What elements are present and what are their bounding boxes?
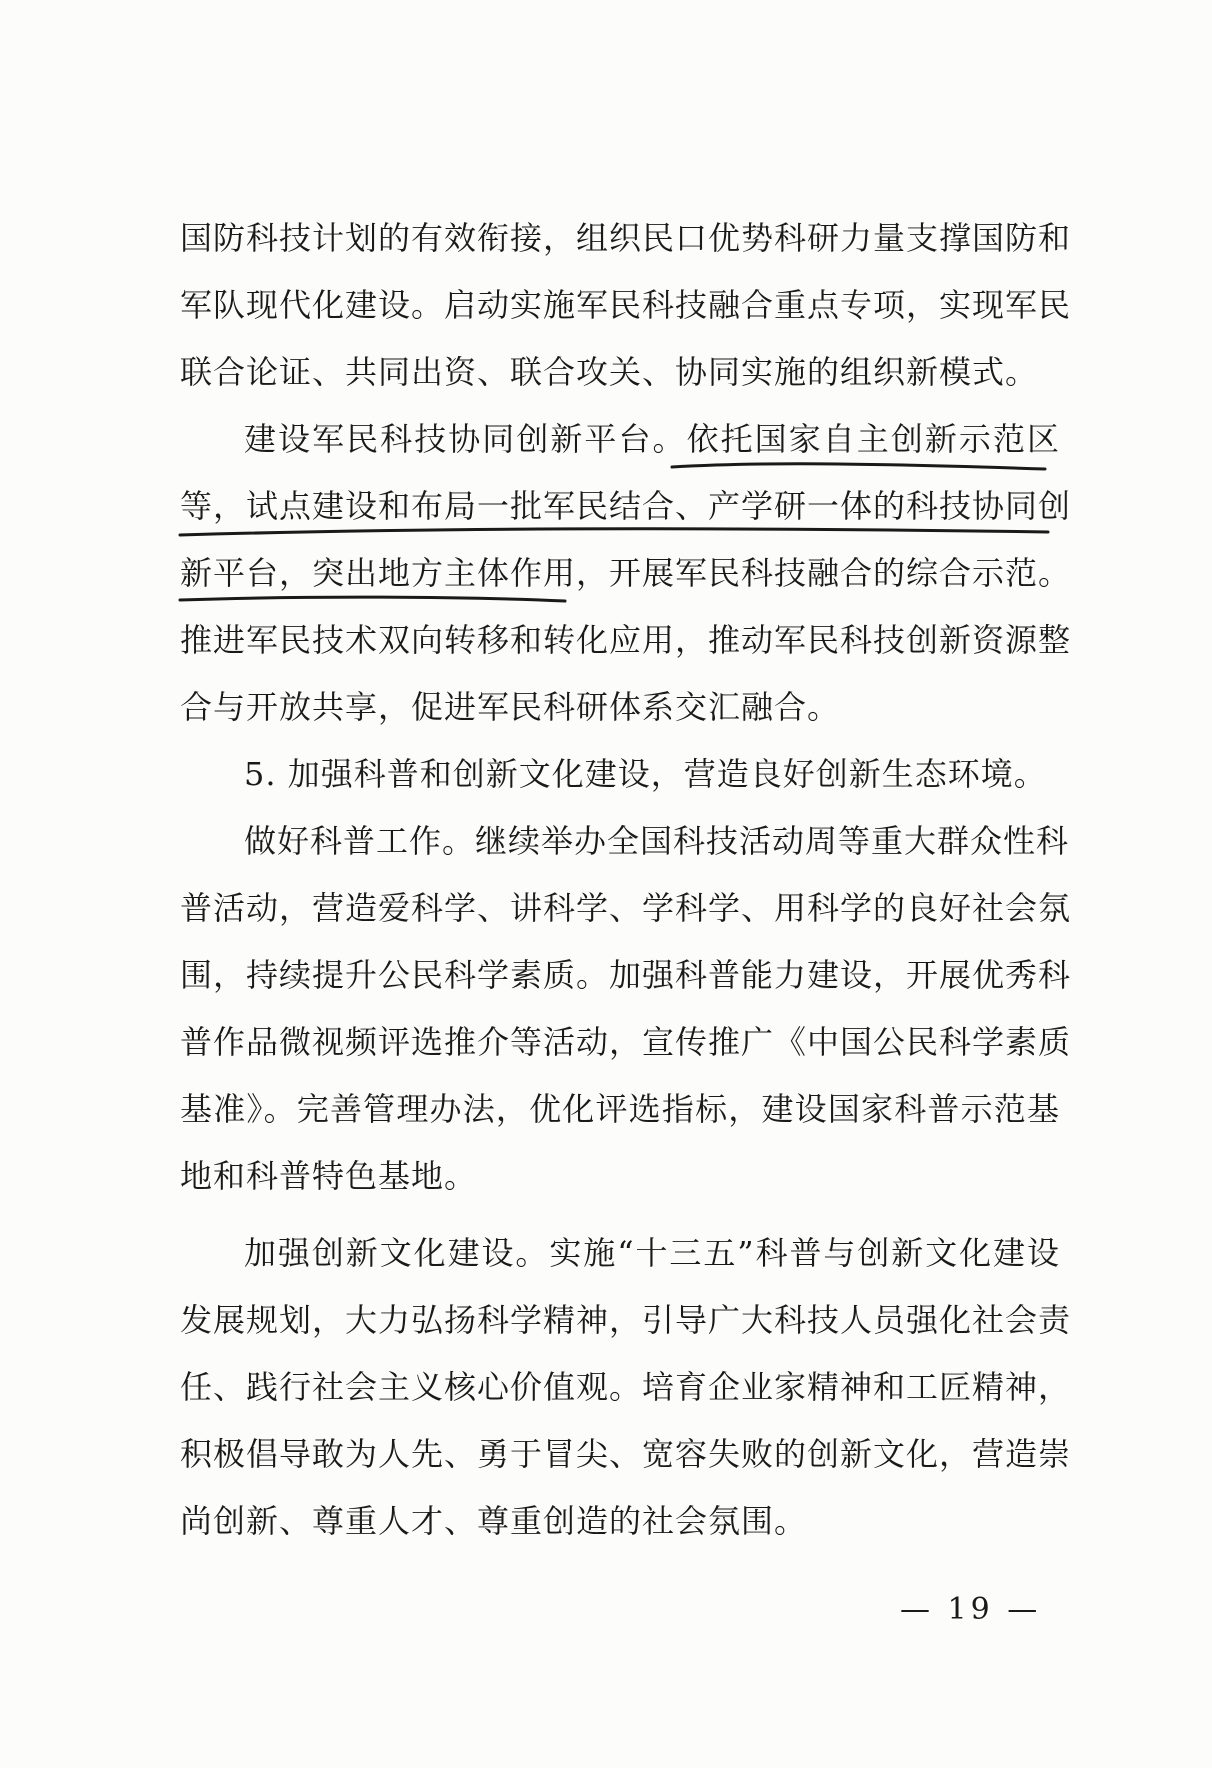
page-number: — 19 — bbox=[900, 1592, 1042, 1627]
paragraph-4-line-6: 地和科普特色基地。 bbox=[180, 1157, 478, 1195]
underlined-text-1: 依托国家自主创新示范区 bbox=[686, 420, 1060, 458]
paragraph-4 bbox=[180, 808, 1072, 1210]
section-heading-5: 5. 加强科普和创新文化建设，营造良好创新生态环境。 bbox=[244, 755, 1047, 793]
paragraph-1-line-3: 联合论证、共同出资、联合攻关、协同实施的组织新模式。 bbox=[180, 353, 1039, 391]
paragraph-spacer bbox=[180, 1210, 1060, 1220]
paragraph-4-line-5: 基准》。完善管理办法，优化评选指标，建设国家科普示范基 bbox=[180, 1090, 1060, 1128]
paragraph-4-line-3: 围，持续提升公民科学素质。加强科普能力建设，开展优秀科 bbox=[180, 956, 1072, 994]
paragraph-1-line-2: 军队现代化建设。启动实施军民科技融合重点专项，实现军民 bbox=[180, 286, 1072, 324]
paragraph-5-line-1: 加强创新文化建设。实施“十三五”科普与创新文化建设 bbox=[244, 1234, 1060, 1272]
paragraph-2-line-5: 合与开放共享，促进军民科研体系交汇融合。 bbox=[180, 688, 841, 726]
paragraph-2-line-1 bbox=[180, 406, 1060, 473]
paragraph-2-line-3-rest: ，开展军民科技融合的综合示范。 bbox=[576, 554, 1072, 592]
paragraph-4-line-4: 普作品微视频评选推介等活动，宣传推广《中国公民科学素质 bbox=[180, 1023, 1072, 1061]
paragraph-2-line-4: 推进军民技术双向转移和转化应用，推动军民科技创新资源整 bbox=[180, 621, 1072, 659]
paragraph-1-line-1: 国防科技计划的有效衔接，组织民口优势科研力量支撑国防和 bbox=[180, 219, 1072, 257]
paragraph-4-line-2: 普活动，营造爱科学、讲科学、学科学、用科学的良好社会氛 bbox=[180, 889, 1072, 927]
underlined-text-3: 新平台，突出地方主体作用 bbox=[180, 554, 577, 592]
paragraph-5-line-2: 发展规划，大力弘扬科学精神，引导广大科技人员强化社会责 bbox=[180, 1301, 1072, 1339]
paragraph-5-line-5: 尚创新、尊重人才、尊重创造的社会氛围。 bbox=[180, 1502, 808, 1540]
paragraph-5 bbox=[180, 1220, 1072, 1555]
paragraph-3-heading bbox=[180, 741, 1060, 808]
paragraph-2-lead-text: 建设军民科技协同创新平台。 bbox=[244, 420, 687, 458]
paragraph-2-line-2: 等，试点建设和布局一批军民结合、产学研一体的科技协同创 bbox=[180, 487, 1072, 525]
paragraph-4-line-1: 做好科普工作。继续举办全国科技活动周等重大群众性科 bbox=[244, 822, 1070, 860]
paragraph-5-line-3: 任、践行社会主义核心价值观。培育企业家精神和工匠精神， bbox=[180, 1368, 1072, 1406]
paragraph-2 bbox=[180, 406, 1072, 741]
paragraph-2-line-3 bbox=[180, 540, 1072, 607]
paragraph-1 bbox=[180, 205, 1072, 406]
paragraph-5-line-4: 积极倡导敢为人先、勇于冒尖、宽容失败的创新文化，营造崇 bbox=[180, 1435, 1072, 1473]
document-body bbox=[180, 205, 1072, 1555]
